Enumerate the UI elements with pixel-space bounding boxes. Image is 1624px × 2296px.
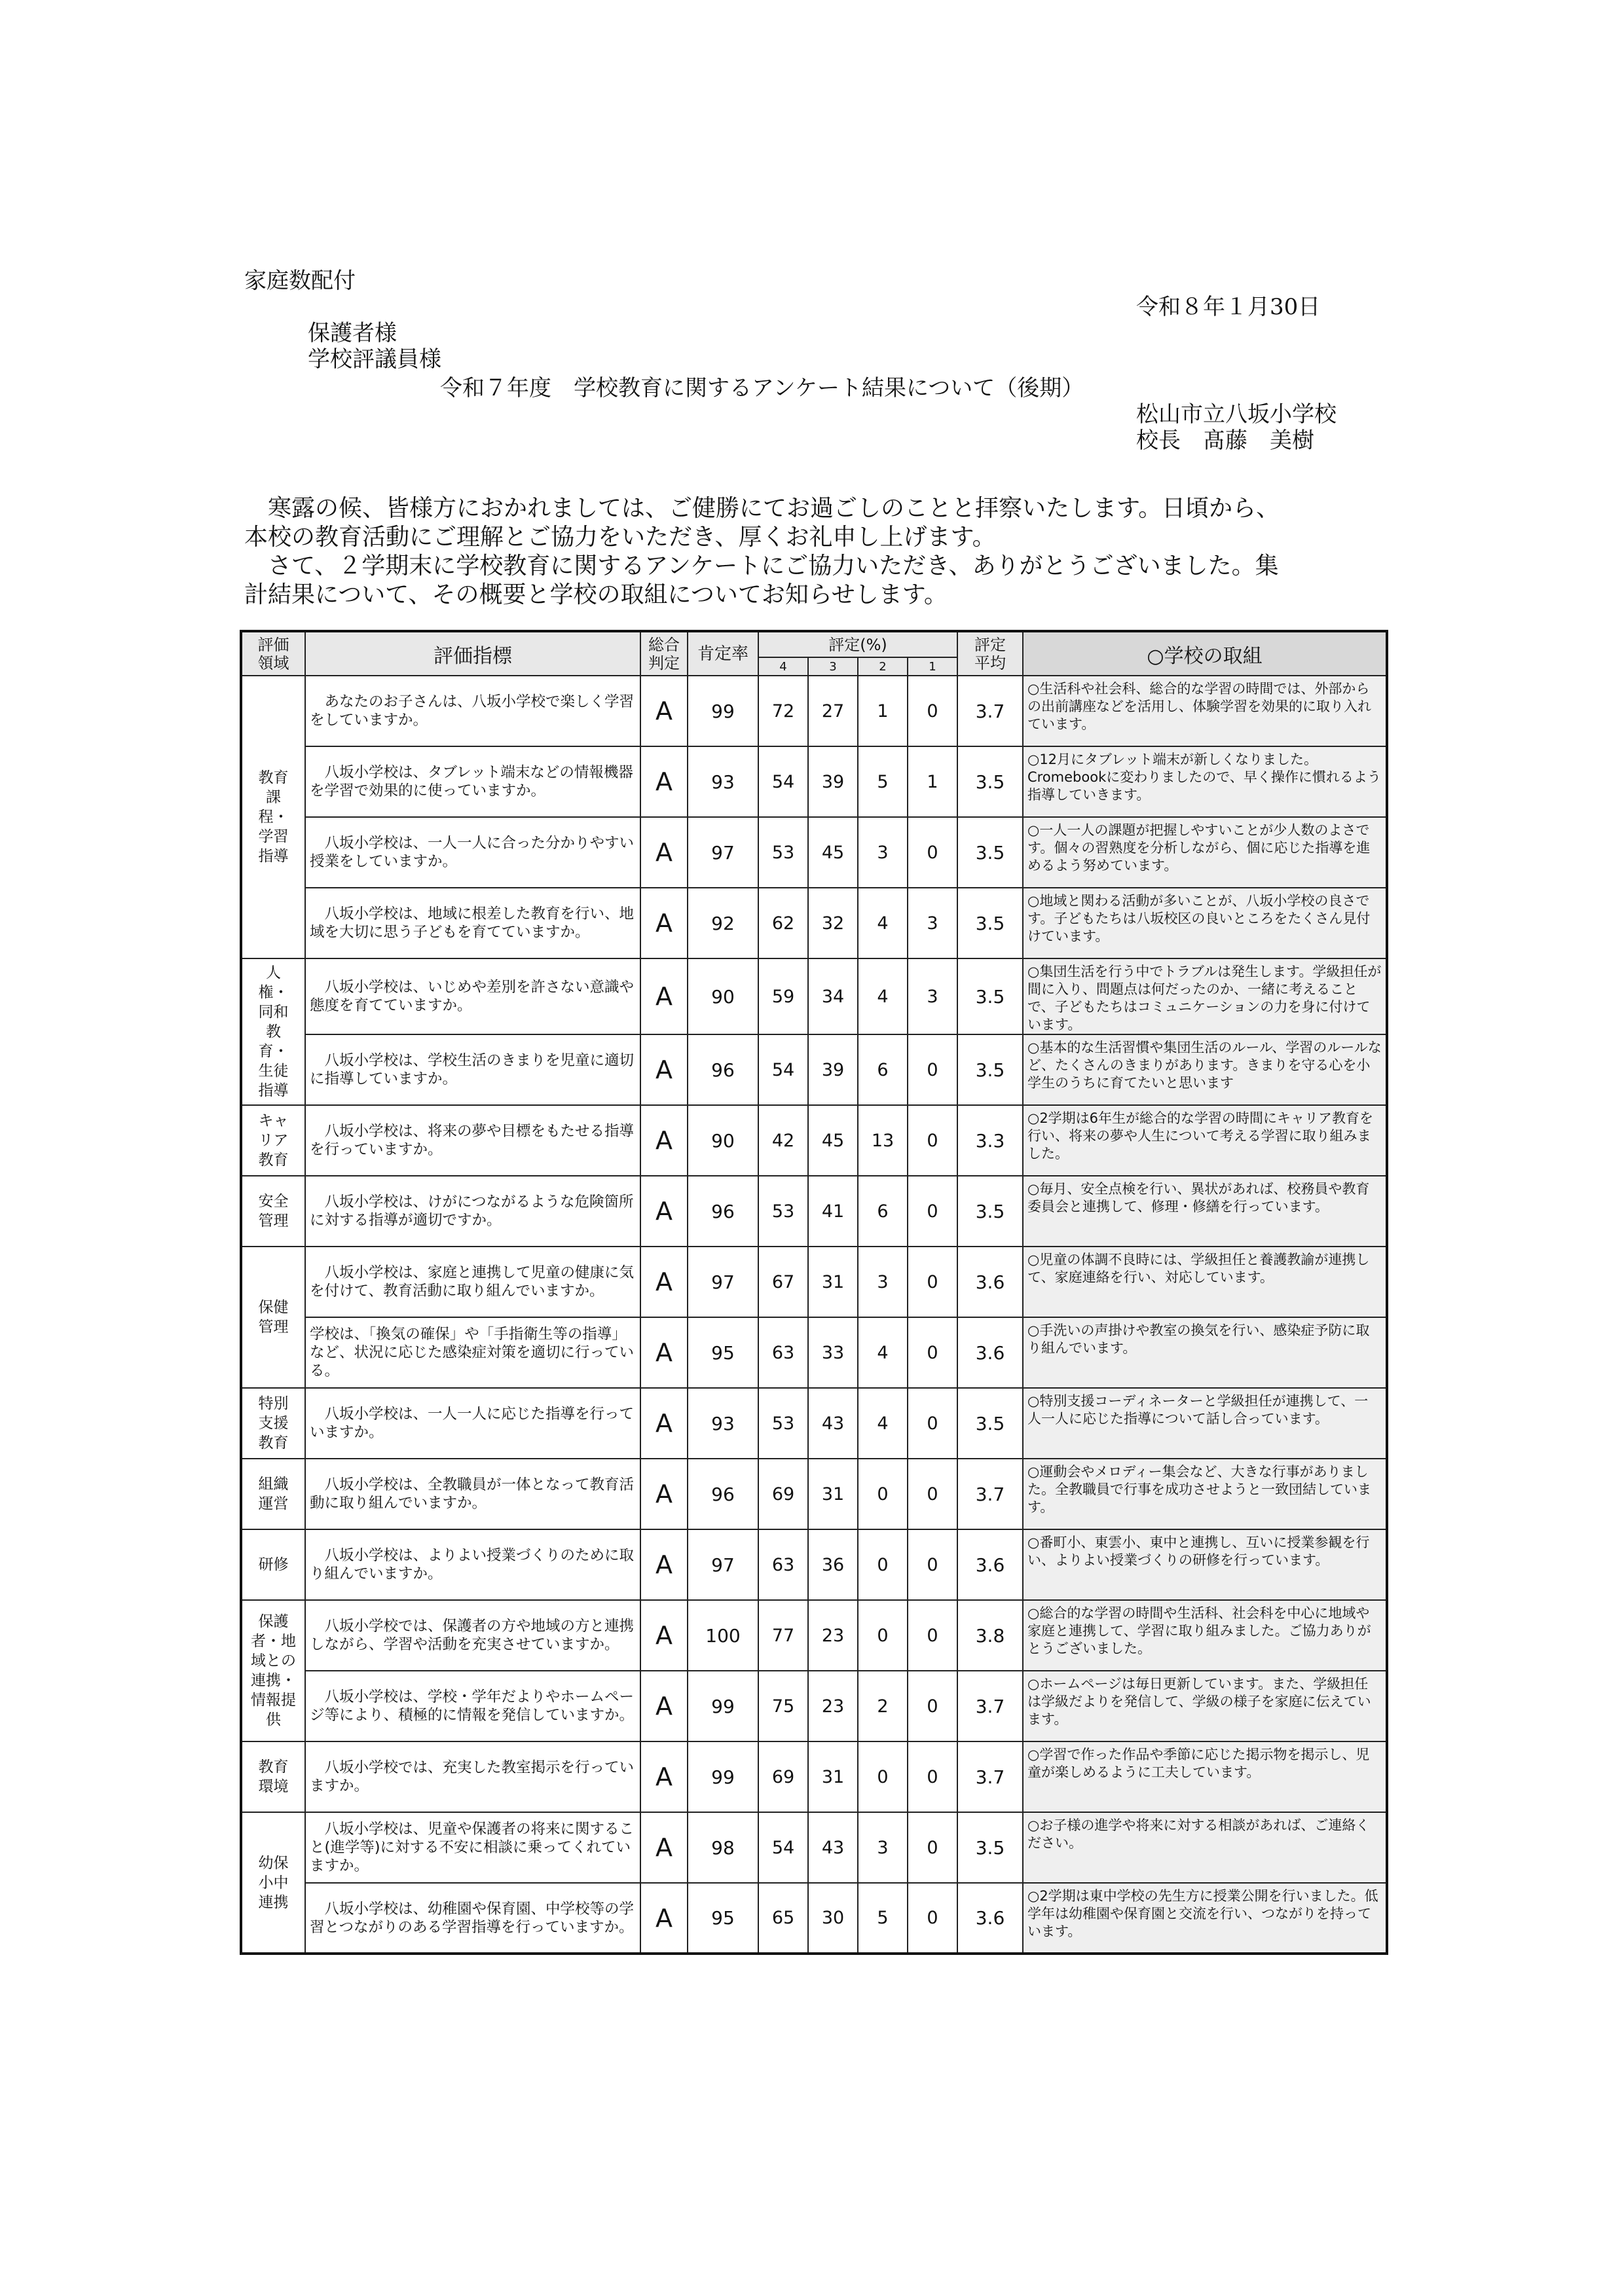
school-effort <box>1023 1741 1387 1812</box>
score-2: 0 <box>858 1741 908 1812</box>
positive-rate: 93 <box>688 746 758 817</box>
header-rate: 肯定率 <box>688 631 758 676</box>
area-cell: 特別支援教育 <box>241 1388 305 1459</box>
score-3: 23 <box>808 1671 858 1741</box>
score-2: 0 <box>858 1600 908 1671</box>
header-score-3: 3 <box>808 657 858 676</box>
table-row <box>241 1459 1387 1529</box>
overall-grade: A <box>640 1317 688 1388</box>
positive-rate: 90 <box>688 1105 758 1176</box>
header-score: 評定(%) <box>758 631 957 657</box>
area-cell: 教育課程・学習指導 <box>241 676 305 958</box>
score-average: 3.6 <box>957 1247 1023 1317</box>
score-2: 3 <box>858 1247 908 1317</box>
indicator-cell: 八坂小学校は、けがにつながるような危険箇所に対する指導が適切ですか。 <box>305 1176 640 1247</box>
score-2: 3 <box>858 817 908 888</box>
header-indicator: 評価指標 <box>305 631 640 676</box>
indicator-cell: 八坂小学校は、地域に根差した教育を行い、地域を大切に思う子どもを育てていますか。 <box>305 888 640 958</box>
indicator-cell: 八坂小学校は、児童や保護者の将来に関すること(進学等)に対する不安に相談に乗ってくれていますか。 <box>305 1812 640 1883</box>
score-1: 0 <box>908 1317 957 1388</box>
school-effort <box>1023 1529 1387 1600</box>
positive-rate: 95 <box>688 1883 758 1954</box>
table-row <box>241 1105 1387 1176</box>
school-effort <box>1023 676 1387 746</box>
school-effort-text: ○2学期は6年生が総合的な学習の時間にキャリア教育を行い、将来の夢や人生について考える学習に取り組みました。 <box>1027 1110 1374 1161</box>
positive-rate: 99 <box>688 1741 758 1812</box>
score-average: 3.6 <box>957 1883 1023 1954</box>
score-4: 77 <box>758 1600 808 1671</box>
table-row <box>241 1812 1387 1883</box>
area-cell: 教育環境 <box>241 1741 305 1812</box>
score-average: 3.7 <box>957 1671 1023 1741</box>
score-3: 32 <box>808 888 858 958</box>
score-average: 3.5 <box>957 1388 1023 1459</box>
school-effort <box>1023 958 1387 1034</box>
area-cell: 幼保小中連携 <box>241 1812 305 1954</box>
score-average: 3.3 <box>957 1105 1023 1176</box>
score-2: 4 <box>858 1317 908 1388</box>
score-3: 30 <box>808 1883 858 1954</box>
area-cell: 人権・同和教育・生徒指導 <box>241 958 305 1105</box>
school-effort <box>1023 1459 1387 1529</box>
score-average: 3.5 <box>957 888 1023 958</box>
distribution-note: 家庭数配付 <box>244 268 356 294</box>
score-1: 0 <box>908 1176 957 1247</box>
score-1: 3 <box>908 888 957 958</box>
school-effort <box>1023 1105 1387 1176</box>
score-3: 31 <box>808 1247 858 1317</box>
positive-rate: 99 <box>688 676 758 746</box>
score-1: 0 <box>908 817 957 888</box>
score-4: 42 <box>758 1105 808 1176</box>
overall-grade: A <box>640 958 688 1034</box>
score-average: 3.5 <box>957 1176 1023 1247</box>
score-4: 59 <box>758 958 808 1034</box>
score-4: 72 <box>758 676 808 746</box>
indicator-cell: 八坂小学校は、いじめや差別を許さない意識や態度を育てていますか。 <box>305 958 640 1034</box>
greeting-paragraph <box>244 494 1280 610</box>
issue-date: 令和８年１月30日 <box>1136 294 1321 320</box>
score-3: 33 <box>808 1317 858 1388</box>
score-2: 4 <box>858 958 908 1034</box>
school-effort-text: ○毎月、安全点検を行い、異状があれば、校務員や教育委員会と連携して、修理・修繕を行っています。 <box>1027 1181 1370 1214</box>
table-row <box>241 1741 1387 1812</box>
score-average: 3.7 <box>957 676 1023 746</box>
school-effort <box>1023 1317 1387 1388</box>
positive-rate: 97 <box>688 1529 758 1600</box>
score-1: 0 <box>908 1105 957 1176</box>
positive-rate: 97 <box>688 817 758 888</box>
score-3: 23 <box>808 1600 858 1671</box>
school-effort-text: ○ホームページは毎日更新しています。また、学級担任は学級だよりを発信して、学級の様子を家庭に伝えています。 <box>1027 1676 1371 1727</box>
score-1: 0 <box>908 1459 957 1529</box>
score-1: 0 <box>908 1883 957 1954</box>
school-effort <box>1023 1883 1387 1954</box>
overall-grade: A <box>640 1388 688 1459</box>
score-3: 45 <box>808 817 858 888</box>
table-row <box>241 1671 1387 1741</box>
overall-grade: A <box>640 1883 688 1954</box>
paragraph-line: 本校の教育活動にご理解とご協力をいただき、厚くお礼申し上げます。 <box>244 524 996 551</box>
school-effort-text: ○総合的な学習の時間や生活科、社会科を中心に地域や家庭と連携して、学習に取り組みました。ご協力ありがとうございました。 <box>1027 1605 1371 1656</box>
score-2: 0 <box>858 1459 908 1529</box>
area-cell: キャリア教育 <box>241 1105 305 1176</box>
school-effort <box>1023 746 1387 817</box>
score-average: 3.6 <box>957 1529 1023 1600</box>
indicator-cell: 八坂小学校は、学校・学年だよりやホームページ等により、積極的に情報を発信していますか。 <box>305 1671 640 1741</box>
header-effort: ○学校の取組 <box>1023 631 1387 676</box>
table-row <box>241 1317 1387 1388</box>
score-1: 0 <box>908 1671 957 1741</box>
header-score-2: 2 <box>858 657 908 676</box>
score-3: 31 <box>808 1741 858 1812</box>
school-effort <box>1023 1671 1387 1741</box>
overall-grade: A <box>640 817 688 888</box>
school-effort-text: ○番町小、東雲小、東中と連携し、互いに授業参観を行い、よりよい授業づくりの研修を行っています。 <box>1027 1535 1370 1568</box>
score-2: 5 <box>858 746 908 817</box>
overall-grade: A <box>640 1105 688 1176</box>
table-row <box>241 888 1387 958</box>
school-effort-text: ○集団生活を行う中でトラブルは発生します。学級担任が間に入り、問題点は何だったのか、一緒に考えることで、子どもたちはコミュニケーションの力を身に付けています。 <box>1027 964 1382 1032</box>
area-cell: 安全管理 <box>241 1176 305 1247</box>
indicator-cell: 八坂小学校は、学校生活のきまりを児童に適切に指導していますか。 <box>305 1034 640 1105</box>
overall-grade: A <box>640 1247 688 1317</box>
overall-grade: A <box>640 1812 688 1883</box>
score-3: 31 <box>808 1459 858 1529</box>
school-effort <box>1023 817 1387 888</box>
table-row <box>241 1176 1387 1247</box>
paragraph-line: 寒露の候、皆様方におかれましては、ご健勝にてお過ごしのことと拝察いたします。日頃から、 <box>244 495 1280 522</box>
score-4: 69 <box>758 1459 808 1529</box>
table-row <box>241 1883 1387 1954</box>
paragraph-line: さて、２学期末に学校教育に関するアンケートにご協力いただき、ありがとうございました。集 <box>244 553 1279 579</box>
paragraph-line: 計結果について、その概要と学校の取組についてお知らせします。 <box>244 581 948 608</box>
school-effort <box>1023 1812 1387 1883</box>
indicator-cell: 八坂小学校では、充実した教室掲示を行っていますか。 <box>305 1741 640 1812</box>
document-title: 令和７年度 学校教育に関するアンケート結果について（後期） <box>440 375 1084 401</box>
score-4: 65 <box>758 1883 808 1954</box>
score-3: 39 <box>808 1034 858 1105</box>
score-3: 36 <box>808 1529 858 1600</box>
score-3: 39 <box>808 746 858 817</box>
table-row <box>241 817 1387 888</box>
school-effort <box>1023 1247 1387 1317</box>
score-average: 3.5 <box>957 958 1023 1034</box>
indicator-cell: 学校は、「換気の確保」や「手指衛生等の指導」など、状況に応じた感染症対策を適切に行っている。 <box>305 1317 640 1388</box>
score-2: 0 <box>858 1529 908 1600</box>
overall-grade: A <box>640 1034 688 1105</box>
overall-grade: A <box>640 1176 688 1247</box>
survey-results-table <box>240 630 1388 1955</box>
school-effort-text: ○児童の体調不良時には、学級担任と養護教諭が連携して、家庭連絡を行い、対応しています。 <box>1027 1252 1370 1285</box>
score-3: 34 <box>808 958 858 1034</box>
positive-rate: 99 <box>688 1671 758 1741</box>
score-1: 0 <box>908 1741 957 1812</box>
school-effort-text: ○地域と関わる活動が多いことが、八坂小学校の良さです。子どもたちは八坂校区の良いところをたくさん見付けています。 <box>1027 893 1371 944</box>
score-average: 3.6 <box>957 1317 1023 1388</box>
score-2: 3 <box>858 1812 908 1883</box>
score-4: 75 <box>758 1671 808 1741</box>
table-row <box>241 958 1387 1034</box>
score-1: 1 <box>908 746 957 817</box>
area-cell: 組織運営 <box>241 1459 305 1529</box>
positive-rate: 96 <box>688 1034 758 1105</box>
survey-body <box>241 676 1387 1954</box>
school-effort-text: ○生活科や社会科、総合的な学習の時間では、外部からの出前講座などを活用し、体験学習を効果的に取り入れています。 <box>1027 681 1371 732</box>
school-effort <box>1023 1388 1387 1459</box>
score-2: 13 <box>858 1105 908 1176</box>
school-effort-text: ○基本的な生活習慣や集団生活のルール、学習のルールなど、たくさんのきまりがあります。きまりを守る心を小学生のうちに育てたいと思います <box>1027 1040 1382 1091</box>
positive-rate: 98 <box>688 1812 758 1883</box>
score-1: 0 <box>908 1247 957 1317</box>
header-area: 評価領域 <box>241 631 305 676</box>
score-average: 3.5 <box>957 746 1023 817</box>
score-4: 54 <box>758 746 808 817</box>
score-average: 3.5 <box>957 817 1023 888</box>
school-name: 松山市立八坂小学校 <box>1136 401 1337 428</box>
area-cell: 保護者・地域との連携・情報提供 <box>241 1600 305 1741</box>
table-row <box>241 1388 1387 1459</box>
indicator-cell: 八坂小学校は、よりよい授業づくりのために取り組んでいますか。 <box>305 1529 640 1600</box>
overall-grade: A <box>640 1529 688 1600</box>
school-effort-text: ○2学期は東中学校の先生方に授業公開を行いました。低学年は幼稚園や保育園と交流を行い、つながりを持っています。 <box>1027 1888 1378 1939</box>
indicator-cell: 八坂小学校では、保護者の方や地域の方と連携しながら、学習や活動を充実させていますか。 <box>305 1600 640 1671</box>
indicator-cell: 八坂小学校は、家庭と連携して児童の健康に気を付けて、教育活動に取り組んでいますか。 <box>305 1247 640 1317</box>
positive-rate: 97 <box>688 1247 758 1317</box>
score-3: 43 <box>808 1388 858 1459</box>
recipient-parents: 保護者様 <box>308 320 397 346</box>
indicator-cell: 八坂小学校は、全教職員が一体となって教育活動に取り組んでいますか。 <box>305 1459 640 1529</box>
score-4: 62 <box>758 888 808 958</box>
indicator-cell: 八坂小学校は、一人一人に応じた指導を行っていますか。 <box>305 1388 640 1459</box>
school-effort-text: ○お子様の進学や将来に対する相談があれば、ご連絡ください。 <box>1027 1817 1370 1851</box>
school-effort-text: ○12月にタブレット端末が新しくなりました。Cromebookに変わりましたので、早く操作に慣れるよう指導していきます。 <box>1027 752 1381 803</box>
score-3: 27 <box>808 676 858 746</box>
indicator-cell: 八坂小学校は、一人一人に合った分かりやすい授業をしていますか。 <box>305 817 640 888</box>
header-score-1: 1 <box>908 657 957 676</box>
school-effort <box>1023 1176 1387 1247</box>
overall-grade: A <box>640 746 688 817</box>
table-row <box>241 1600 1387 1671</box>
score-average: 3.8 <box>957 1600 1023 1671</box>
header-overall: 総合判定 <box>640 631 688 676</box>
score-average: 3.7 <box>957 1459 1023 1529</box>
overall-grade: A <box>640 1600 688 1671</box>
score-4: 53 <box>758 817 808 888</box>
score-4: 54 <box>758 1812 808 1883</box>
school-effort-text: ○手洗いの声掛けや教室の換気を行い、感染症予防に取り組んでいます。 <box>1027 1322 1370 1356</box>
recipient-councilors: 学校評議員様 <box>308 346 441 373</box>
table-row <box>241 676 1387 746</box>
table-row <box>241 746 1387 817</box>
score-4: 67 <box>758 1247 808 1317</box>
overall-grade: A <box>640 1671 688 1741</box>
score-1: 3 <box>908 958 957 1034</box>
indicator-cell: あなたのお子さんは、八坂小学校で楽しく学習をしていますか。 <box>305 676 640 746</box>
score-1: 0 <box>908 1388 957 1459</box>
score-2: 6 <box>858 1034 908 1105</box>
overall-grade: A <box>640 676 688 746</box>
score-4: 53 <box>758 1176 808 1247</box>
score-1: 0 <box>908 1812 957 1883</box>
school-effort-text: ○特別支援コーディネーターと学級担任が連携して、一人一人に応じた指導について話し合っています。 <box>1027 1393 1369 1427</box>
principal-name: 校長 髙藤 美樹 <box>1136 428 1314 454</box>
school-effort <box>1023 1034 1387 1105</box>
overall-grade: A <box>640 1741 688 1812</box>
score-1: 0 <box>908 1034 957 1105</box>
school-effort <box>1023 888 1387 958</box>
table-row <box>241 1247 1387 1317</box>
score-4: 53 <box>758 1388 808 1459</box>
school-effort-text: ○一人一人の課題が把握しやすいことが少人数のよさです。個々の習熟度を分析しながら、個に応じた指導を進めるよう努めています。 <box>1027 822 1371 873</box>
area-cell: 保健管理 <box>241 1247 305 1388</box>
score-2: 4 <box>858 888 908 958</box>
area-cell: 研修 <box>241 1529 305 1600</box>
positive-rate: 92 <box>688 888 758 958</box>
positive-rate: 95 <box>688 1317 758 1388</box>
score-1: 0 <box>908 1529 957 1600</box>
score-average: 3.5 <box>957 1034 1023 1105</box>
score-3: 41 <box>808 1176 858 1247</box>
overall-grade: A <box>640 888 688 958</box>
score-2: 1 <box>858 676 908 746</box>
school-effort <box>1023 1600 1387 1671</box>
score-1: 0 <box>908 676 957 746</box>
score-4: 63 <box>758 1529 808 1600</box>
score-2: 4 <box>858 1388 908 1459</box>
score-4: 69 <box>758 1741 808 1812</box>
score-2: 6 <box>858 1176 908 1247</box>
score-2: 2 <box>858 1671 908 1741</box>
header-score-4: 4 <box>758 657 808 676</box>
positive-rate: 100 <box>688 1600 758 1671</box>
school-effort-text: ○学習で作った作品や季節に応じた掲示物を掲示し、児童が楽しめるように工夫しています。 <box>1027 1747 1370 1780</box>
score-1: 0 <box>908 1600 957 1671</box>
positive-rate: 93 <box>688 1388 758 1459</box>
score-average: 3.5 <box>957 1812 1023 1883</box>
table-row <box>241 1529 1387 1600</box>
indicator-cell: 八坂小学校は、幼稚園や保育園、中学校等の学習とつながりのある学習指導を行っていますか。 <box>305 1883 640 1954</box>
header-avg: 評定平均 <box>957 631 1023 676</box>
school-effort-text: ○運動会やメロディー集会など、大きな行事がありました。全教職員で行事を成功させようと一致団結しています。 <box>1027 1464 1371 1515</box>
score-4: 63 <box>758 1317 808 1388</box>
table-row <box>241 1034 1387 1105</box>
indicator-cell: 八坂小学校は、将来の夢や目標をもたせる指導を行っていますか。 <box>305 1105 640 1176</box>
score-3: 45 <box>808 1105 858 1176</box>
score-3: 43 <box>808 1812 858 1883</box>
positive-rate: 96 <box>688 1176 758 1247</box>
positive-rate: 90 <box>688 958 758 1034</box>
overall-grade: A <box>640 1459 688 1529</box>
indicator-cell: 八坂小学校は、タブレット端末などの情報機器を学習で効果的に使っていますか。 <box>305 746 640 817</box>
score-2: 5 <box>858 1883 908 1954</box>
positive-rate: 96 <box>688 1459 758 1529</box>
score-4: 54 <box>758 1034 808 1105</box>
score-average: 3.7 <box>957 1741 1023 1812</box>
